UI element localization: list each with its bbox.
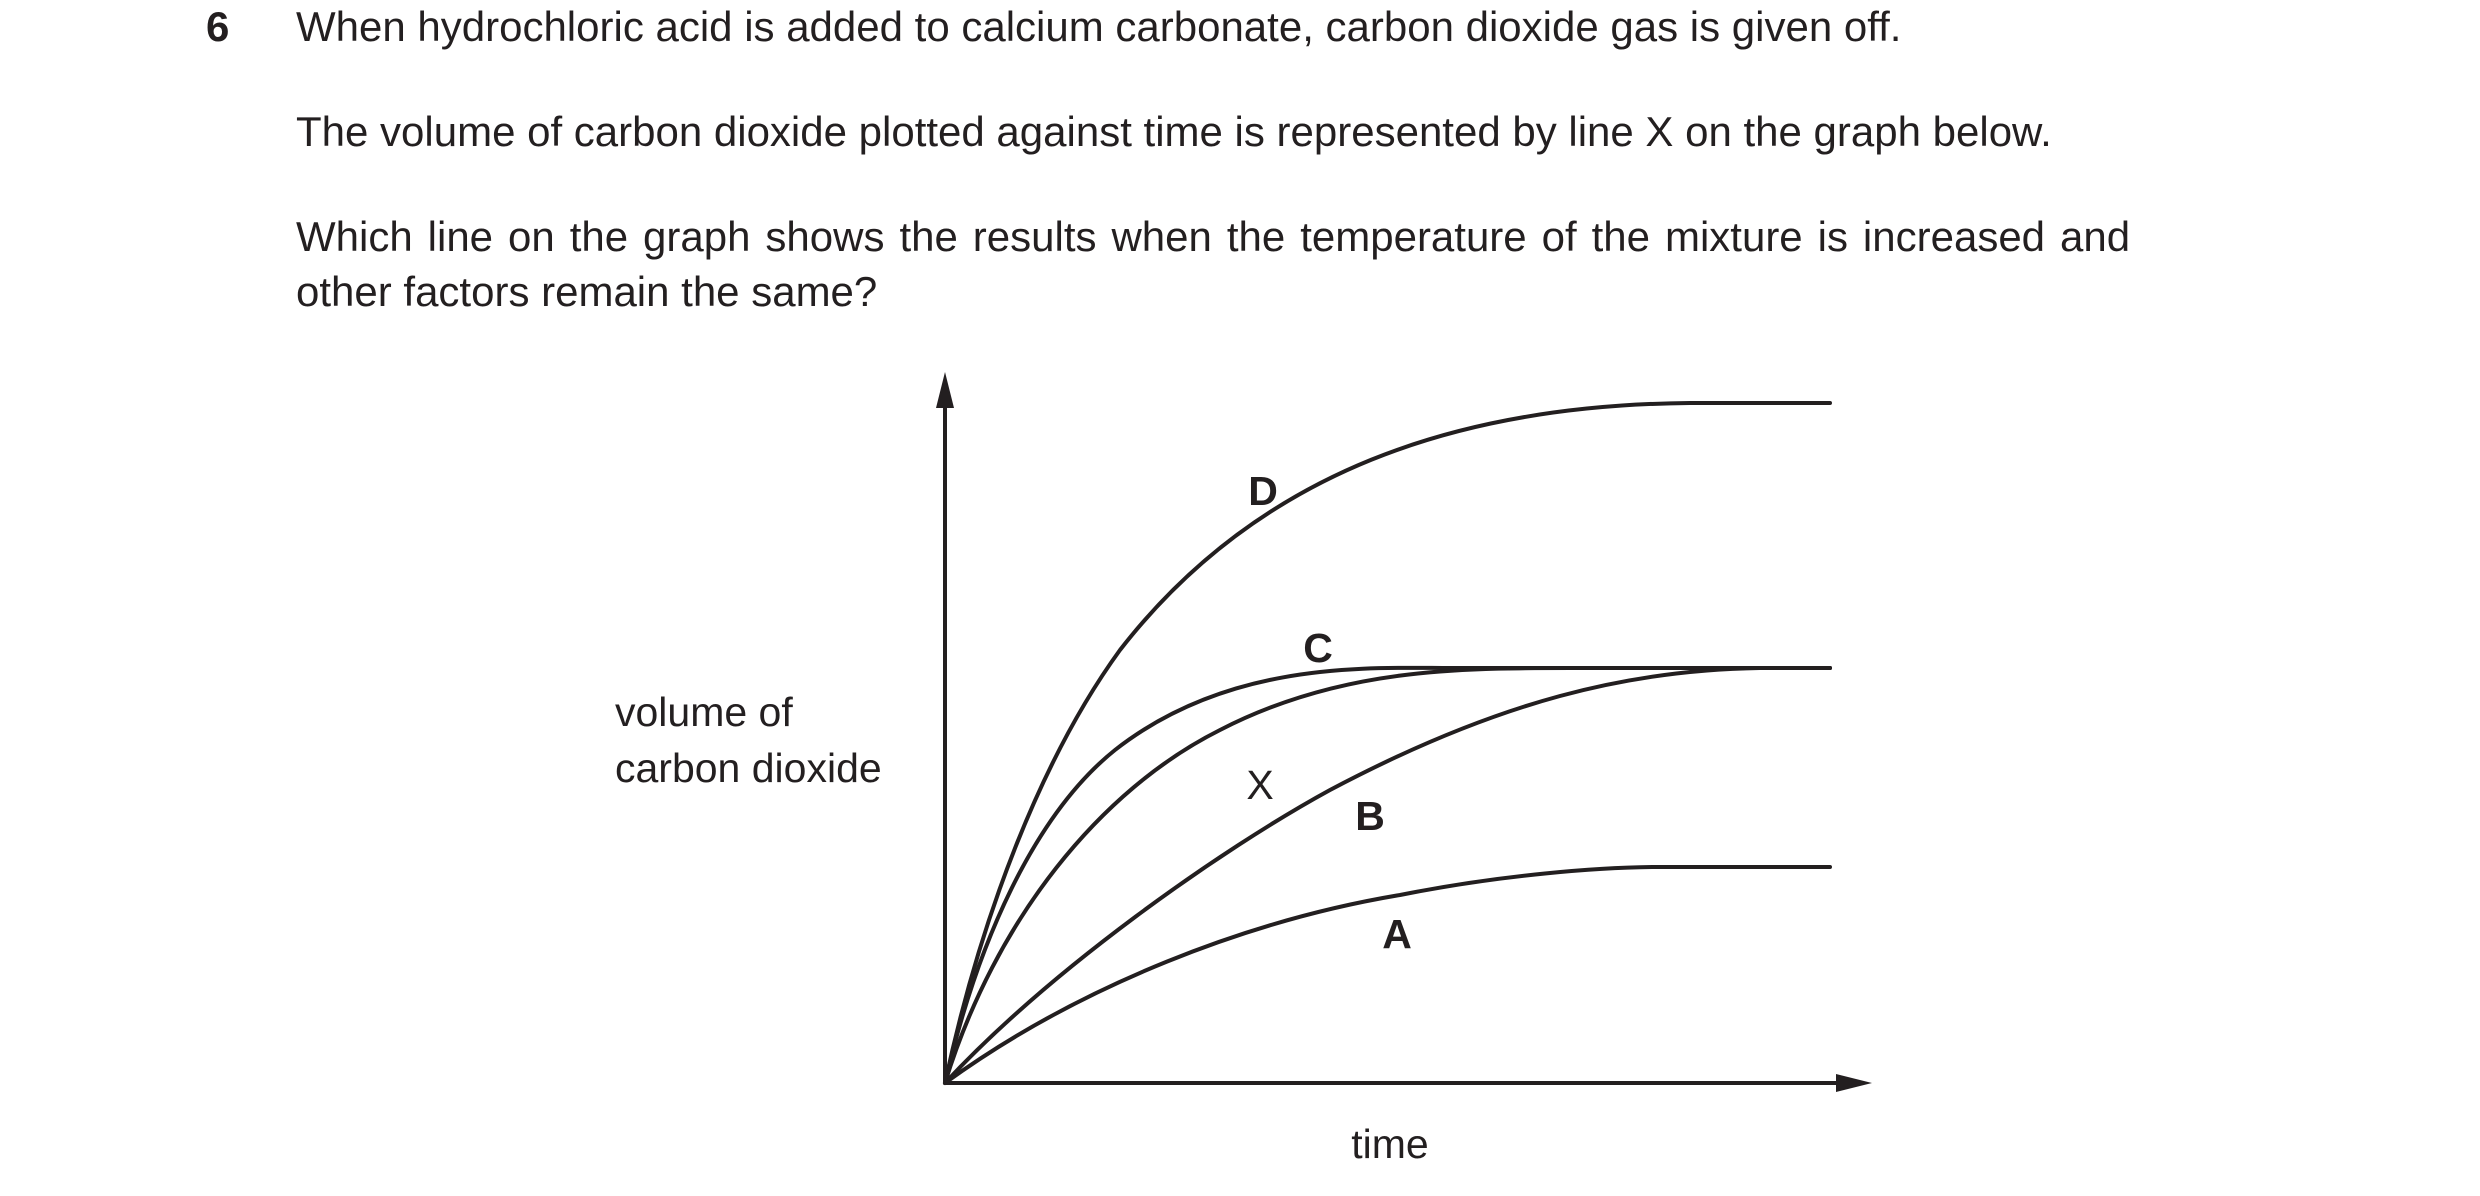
line-a [945,867,1830,1083]
line-d-label: D [1248,468,1278,514]
question-number: 6 [206,3,230,50]
line-a-label: A [1382,911,1412,957]
question-prompt-line-2: other factors remain the same? [296,268,878,315]
question-stem: When hydrochloric acid is added to calcium carbonate, carbon dioxide gas is given off. [296,3,1902,50]
line-c [945,668,1830,1083]
y-axis-label-line-2: carbon dioxide [615,745,882,791]
line-b-label: B [1355,793,1385,839]
line-d [945,403,1830,1083]
y-axis-label-line-1: volume of [615,689,793,735]
question-prompt-line-1: Which line on the graph shows the results when the temperature of the mixture is increased and [296,213,2131,260]
x-axis [945,1074,1872,1092]
line-x-label: X [1246,762,1274,808]
line-b [945,668,1830,1083]
line-c-label: C [1303,625,1333,671]
graph-description: The volume of carbon dioxide plotted against time is represented by line X on the graph below. [296,108,2052,155]
line-x [945,668,1830,1083]
x-axis-label: time [1351,1121,1429,1167]
x-axis-arrowhead [1836,1074,1872,1092]
y-axis-arrowhead [936,372,954,408]
y-axis [936,372,954,1083]
